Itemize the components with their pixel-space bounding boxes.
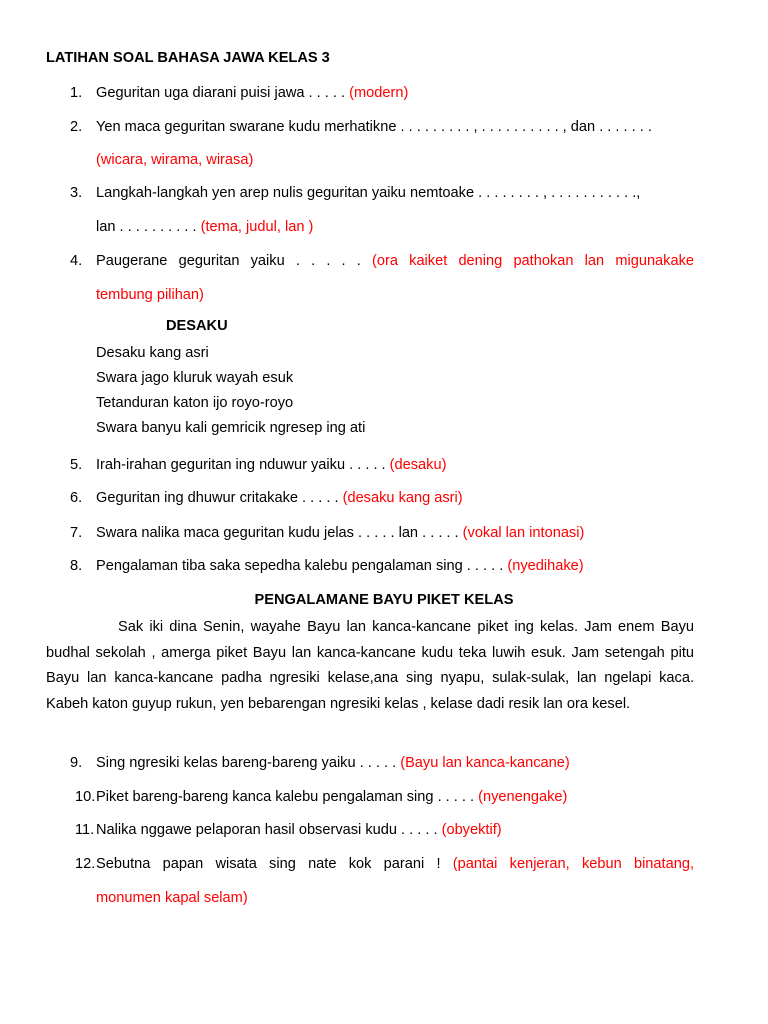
question-text: Geguritan ing dhuwur critakake . . . . .: [96, 490, 343, 506]
answer: (Bayu lan kanca-kancane): [400, 755, 570, 771]
page-title: LATIHAN SOAL BAHASA JAWA KELAS 3: [46, 50, 330, 66]
question-text: Yen maca geguritan swarane kudu merhatikne . . . . . . . . . , . . . . . . . . . . , dan . . . . . . .: [96, 119, 652, 135]
answer: (ora kaiket dening pathokan lan migunakake: [372, 253, 695, 269]
answer: (desaku): [389, 457, 447, 473]
question-number: 7.: [70, 525, 83, 541]
question-text: Sing ngresiki kelas bareng-bareng yaiku . . . . .: [96, 755, 401, 771]
story-paragraph: [46, 615, 694, 717]
answer: (tema, judul, lan ): [200, 219, 314, 235]
poem-line: Desaku kang asri: [96, 345, 209, 361]
poem-line: Swara banyu kali gemricik ngresep ing ati: [96, 420, 366, 436]
question-number: 3.: [70, 185, 83, 201]
story-text: Sak iki dina Senin, wayahe Bayu lan kanca-kancane piket ing kelas. Jam enem Bayu budhal sekolah , amerga piket Bayu lan kanca-kancane kudu teka luwih esuk. Jam setengah pitu Bayu lan kanca-kancane padha ngresiki kelase,ana sing nyapu, sulak-sulak, lan ngelapi kaca. Kabeh katon guyup rukun, yen bebarengan ngresiki kelas , kelase dadi resik lan ora kesel.: [46, 619, 694, 712]
question-text: Swara nalika maca geguritan kudu jelas . . . . . lan . . . . .: [96, 525, 463, 541]
answer: (desaku kang asri): [342, 490, 463, 506]
question-number: 8.: [70, 558, 83, 574]
answer: monumen kapal selam): [96, 890, 248, 906]
answer: (vokal lan intonasi): [462, 525, 585, 541]
answer: (modern): [349, 85, 409, 101]
answer: (nyedihake): [507, 558, 584, 574]
answer: (wicara, wirama, wirasa): [96, 152, 254, 168]
poem-line: Swara jago kluruk wayah esuk: [96, 370, 294, 386]
question-text: Piket bareng-bareng kanca kalebu pengalaman sing . . . . .: [96, 789, 479, 805]
question-number: 5.: [70, 457, 83, 473]
story-title: PENGALAMANE BAYU PIKET KELAS: [254, 592, 514, 608]
answer: (nyenengake): [478, 789, 568, 805]
question-text: lan . . . . . . . . . .: [96, 219, 201, 235]
question-number: 10.: [75, 789, 96, 805]
question-text: Pengalaman tiba saka sepedha kalebu pengalaman sing . . . . .: [96, 558, 508, 574]
question-text: Langkah-langkah yen arep nulis geguritan yaiku nemtoake . . . . . . . . , . . . . . . . . . . .,: [96, 185, 641, 201]
question-number: 1.: [70, 85, 83, 101]
question-number: 4.: [70, 253, 83, 269]
question-number: 2.: [70, 119, 83, 135]
question-number: 12.: [75, 856, 96, 872]
question-text: Irah-irahan geguritan ing nduwur yaiku . . . . .: [96, 457, 390, 473]
question-text: Geguritan uga diarani puisi jawa . . . . .: [96, 85, 350, 101]
answer: (pantai kenjeran, kebun binatang,: [452, 856, 695, 872]
answer: (obyektif): [441, 822, 502, 838]
poem-title: DESAKU: [166, 318, 228, 334]
question-number: 6.: [70, 490, 83, 506]
question-number: 11.: [75, 822, 95, 838]
question-text: Paugerane geguritan yaiku . . . . .: [96, 253, 373, 269]
question-number: 9.: [70, 755, 83, 771]
question-text: Sebutna papan wisata sing nate kok parani !: [96, 856, 453, 872]
question-text: Nalika nggawe pelaporan hasil observasi kudu . . . . .: [96, 822, 442, 838]
poem-line: Tetanduran katon ijo royo-royo: [96, 395, 294, 411]
answer: tembung pilihan): [96, 287, 204, 303]
